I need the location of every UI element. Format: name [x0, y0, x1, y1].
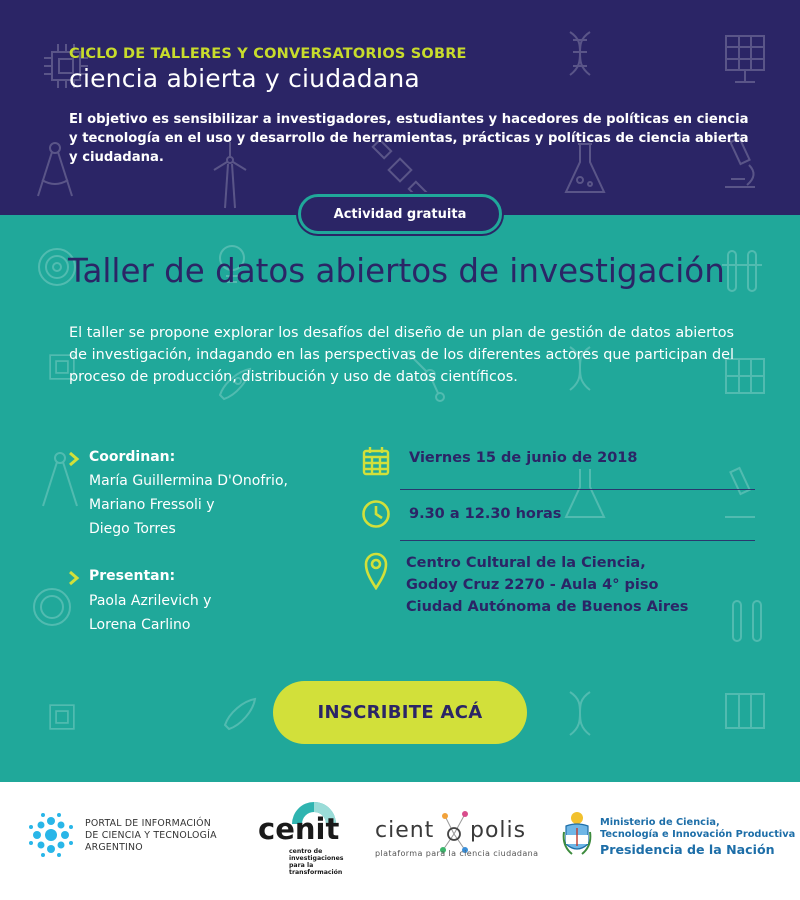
footer-logos: [0, 782, 800, 900]
microscope-icon-2: [715, 465, 765, 525]
presenter-name: Lorena Carlino: [89, 617, 191, 633]
presenters-label: Presentan:: [89, 568, 176, 584]
chevron-right-icon: [67, 451, 81, 467]
rocket-icon-2: [215, 695, 259, 739]
chevron-right-icon: [67, 570, 81, 586]
cenit-logo-subtitle: investigaciones: [289, 855, 344, 862]
dna-icon-3: [565, 690, 595, 750]
divider: [400, 489, 755, 490]
cenit-logo-subtitle: transformación: [289, 869, 343, 876]
flask-icon-2: [560, 465, 610, 525]
dna-icon: [565, 30, 595, 90]
coordinator-name: Mariano Fressoli y: [89, 497, 215, 513]
event-location-line: Centro Cultural de la Ciencia,: [406, 555, 646, 571]
solar-panel-icon-3: [720, 690, 770, 746]
cenit-logo-subtitle: centro de: [289, 848, 323, 855]
coordinator-name: María Guillermina D'Onofrio,: [89, 473, 288, 489]
portal-logo-text: PORTAL DE INFORMACIÓN: [85, 818, 211, 829]
clock-icon: [361, 499, 391, 533]
ministry-name: Tecnología e Innovación Productiva: [600, 829, 796, 840]
presenter-name: Paola Azrilevich y: [89, 593, 212, 609]
coordinators-label: Coordinan:: [89, 449, 176, 465]
test-tubes-icon: [720, 245, 764, 301]
divider: [400, 540, 755, 541]
cientopolis-logo-word[interactable]: cient: [375, 818, 435, 843]
workshop-description: El taller se propone explorar los desafíos del diseño de un plan de gestión de datos abiertos de investigación, indagando en las perspectivas de los diferentes actores que participan del proceso de producción, distribución y uso de datos científicos.: [69, 325, 734, 385]
presidency-name: Presidencia de la Nación: [600, 842, 775, 857]
event-location-line: Godoy Cruz 2270 - Aula 4° piso: [406, 577, 659, 593]
series-subtitle: ciencia abierta y ciudadana: [69, 64, 420, 93]
cientopolis-logo-subtitle: plataforma para la ciencia ciudadana: [375, 849, 539, 858]
free-activity-badge: Actividad gratuita: [298, 194, 502, 234]
cenit-logo-subtitle: para la: [289, 862, 314, 869]
coordinator-name: Diego Torres: [89, 521, 176, 537]
event-time: 9.30 a 12.30 horas: [409, 506, 562, 522]
portal-logo-text: DE CIENCIA Y TECNOLOGÍA: [85, 830, 217, 841]
event-location-line: Ciudad Autónoma de Buenos Aires: [406, 599, 689, 615]
cientopolis-logo-word: polis: [470, 818, 527, 843]
location-pin-icon: [364, 552, 388, 594]
register-button[interactable]: INSCRIBITE ACÁ: [273, 681, 527, 744]
header-banner: [0, 0, 800, 215]
calendar-icon: [362, 446, 390, 480]
national-coat-of-arms-icon[interactable]: [562, 810, 592, 862]
target-icon-2: [30, 585, 74, 629]
workshop-title: Taller de datos abiertos de investigación: [68, 252, 725, 290]
solar-panel-icon: [720, 32, 770, 88]
event-date: Viernes 15 de junio de 2018: [409, 450, 638, 466]
cenit-logo-word[interactable]: cenit: [258, 812, 340, 846]
test-tubes-icon-2: [725, 595, 769, 651]
ministry-name: Ministerio de Ciencia,: [600, 817, 720, 828]
series-kicker: CICLO DE TALLERES Y CONVERSATORIOS SOBRE: [69, 46, 467, 62]
microchip-icon-3: [40, 695, 84, 739]
portal-logo-text: ARGENTINO: [85, 842, 143, 853]
portal-logo-icon[interactable]: [28, 812, 74, 862]
series-intro: El objetivo es sensibilizar a investigadores, estudiantes y hacedores de políticas en ciencia y tecnología en el uso y desarrollo de herramientas, prácticas y políticas de ciencia abierta y ciudadana.: [69, 112, 749, 165]
